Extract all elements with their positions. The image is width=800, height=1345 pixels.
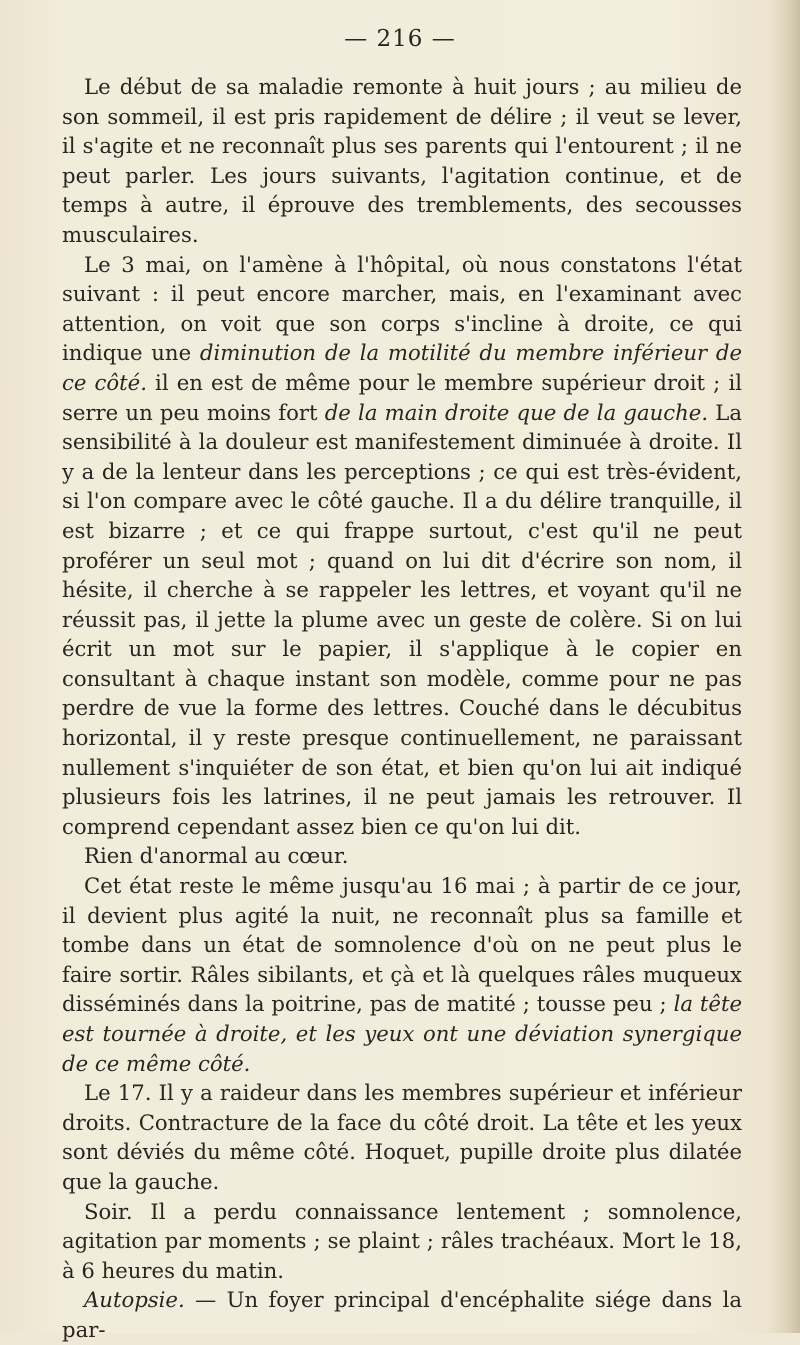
text-span: La sensibilité à la douleur est manifestement diminuée à droite. Il y a de la lenteur dans les perceptions ; ce qui est très-évident, si l'on compare avec le côté gauche. Il a du délire tranquille, il est bizarre ; et ce qui frappe surtout, c'est qu'il ne peut proférer un seul mot ; quand on lui dit d'écrire son nom, il hésite, il cherche à se rappeler les lettres, et voyant qu'il ne réussit pas, il jette la plume avec un geste de colère. Si on lui écrit un mot sur le papier, il s'applique à le copier en consultant à chaque instant son modèle, comme pour ne pas perdre de vue la forme des lettres. Couché dans le décubitus horizontal, il y reste presque continuellement, ne paraissant nullement s'inquiéter de son état, et bien qu'on lui ait indiqué plusieurs fois les latrines, il ne peut jamais les retrouver. Il comprend cependant assez bien ce qu'on lui dit. (62, 399, 742, 839)
page-number: — 216 — (344, 26, 456, 52)
paragraph-may-17 (62, 1078, 742, 1196)
paragraph-autopsy (62, 1285, 742, 1344)
page-edge-shadow (770, 0, 800, 1333)
paragraph-may-16 (62, 871, 742, 1078)
paragraph-evening (62, 1197, 742, 1286)
text-span: Le 17. Il y a raideur dans les membres supérieur et inférieur droits. Contracture de la face du côté droit. La tête et les yeux sont déviés du même côté. Hoquet, pupille droite plus dilatée que la gauche. (62, 1080, 742, 1194)
text-span: Le 3 mai, on l'amène à l'hôpital, où nous constatons l'état suivant : il peut encore marcher, mais, en l'examinant avec attention, on voit que son corps s'incline à droite, ce qui indique une (62, 251, 742, 366)
italic-span: de la main droite que de la gauche. (324, 399, 709, 425)
text-span: Rien d'anormal au cœur. (84, 843, 349, 869)
italic-span: la tête est tournée à droite, et les yeux ont une déviation synergique de ce même côté. (62, 991, 743, 1076)
text-span: — Un foyer principal d'encéphalite siége dans la par- (62, 1287, 742, 1342)
paragraph-onset (62, 72, 742, 250)
italic-span: diminution de la motilité du membre inférieur de ce côté. (62, 340, 743, 395)
text-span: Le début de sa maladie remonte à huit jours ; au milieu de son sommeil, il est pris rapidement de délire ; il veut se lever, il s'agite et ne reconnaît plus ses parents qui l'entourent ; il ne peut parler. Les jours suivants, l'agitation continue, et de temps à autre, il éprouve des tremblements, des secousses musculaires. (62, 74, 742, 247)
italic-span: Autopsie. (84, 1287, 185, 1313)
text-span: Cet état reste le même jusqu'au 16 mai ; à partir de ce jour, il devient plus agité la nuit, ne reconnaît plus sa famille et tombe dans un état de somnolence d'où on ne peut plus le faire sortir. Râles sibilants, et çà et là quelques râles muqueux disséminés dans la poitrine, pas de matité ; tousse peu ; (62, 873, 742, 1017)
text-span: Soir. Il a perdu connaissance lentement ; somnolence, agitation par moments ; se plaint ; râles trachéaux. Mort le 18, à 6 heures du matin. (62, 1198, 742, 1283)
paragraph-heart (62, 841, 742, 871)
paragraph-admission (62, 250, 742, 842)
body-text (62, 72, 742, 1345)
text-span: il en est de même pour le membre supérieur droit ; il serre un peu moins fort (62, 369, 742, 425)
